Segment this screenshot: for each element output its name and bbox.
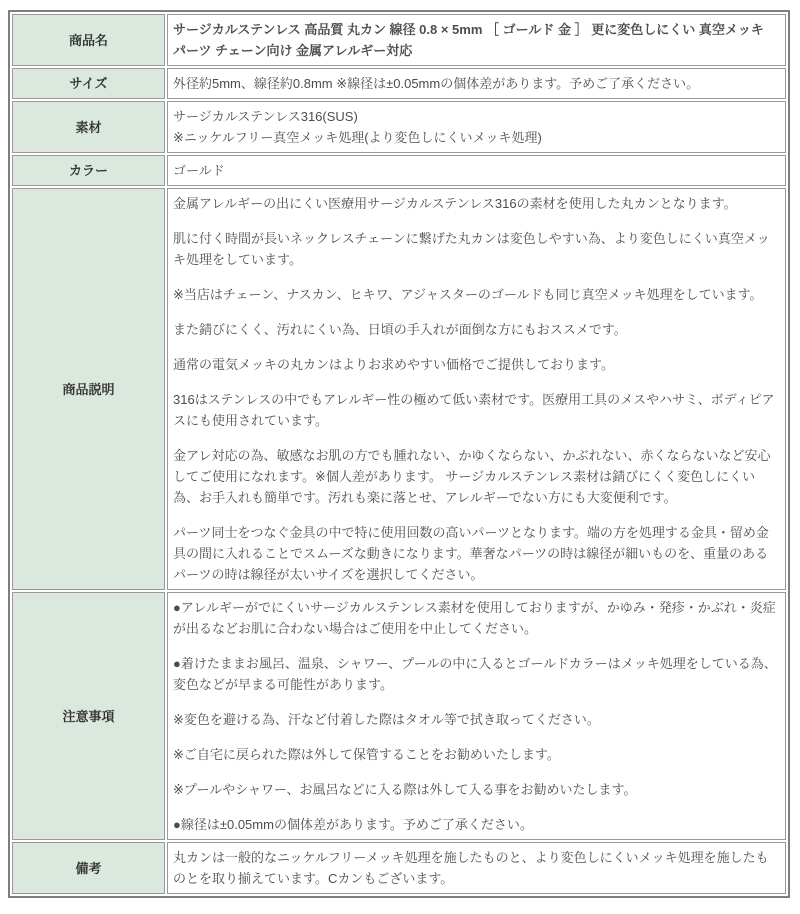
paragraph: パーツ同士をつなぐ金具の中で特に使用回数の高いパーツとなります。端の方を処理する金具・留め金具の間に入れることでスムーズな動きになります。華奢なパーツの時は線径が細いものを、重量のあるパーツの時は線径が太いサイズを選択してください。 [173, 525, 769, 582]
row-content-cell [167, 155, 786, 186]
row-label-cell: 商品説明 [12, 188, 165, 590]
paragraph: サージカルステンレス316(SUS) ※ニッケルフリー真空メッキ処理(より変色しにくいメッキ処理) [173, 109, 542, 145]
paragraph: ゴールド [173, 163, 225, 178]
paragraph: 316はステンレスの中でもアレルギー性の極めて低い素材です。医療用工具のメスやハサミ、ボディピアスにも使用されています。 [173, 392, 775, 428]
paragraph: サージカルステンレス 高品質 丸カン 線径 0.8 × 5mm ［ ゴールド 金 ］ 更に変色しにくい 真空メッキ パーツ チェーン向け 金属アレルギー対応 [173, 22, 764, 58]
paragraph: ※当店はチェーン、ナスカン、ヒキワ、アジャスターのゴールドも同じ真空メッキ処理をしています。 [173, 287, 763, 302]
row-content-cell [167, 842, 786, 894]
table-row [12, 68, 786, 99]
row-label-cell: 備考 [12, 842, 165, 894]
table-row [12, 592, 786, 840]
table-row [12, 155, 786, 186]
row-label-cell: 素材 [12, 101, 165, 153]
paragraph: ※変色を避ける為、汗など付着した際はタオル等で拭き取ってください。 [173, 712, 600, 727]
row-content-cell [167, 592, 786, 840]
row-content-cell [167, 68, 786, 99]
row-label-cell: サイズ [12, 68, 165, 99]
paragraph: 通常の電気メッキの丸カンはよりお求めやすい価格でご提供しております。 [173, 357, 614, 372]
paragraph: また錆びにくく、汚れにくい為、日頃の手入れが面倒な方にもおススメです。 [173, 322, 627, 337]
paragraph: 金アレ対応の為、敏感なお肌の方でも腫れない、かゆくならない、かぶれない、赤くならないなど安心してご使用になれます。※個人差があります。 サージカルステンレス素材は錆びにくく変色しにくい為、お手入れも簡単です。汚れも楽に落とせ、アレルギーでない方にも大変便利です。 [173, 448, 771, 505]
product-spec-table [8, 10, 790, 898]
paragraph: ●線径は±0.05mmの個体差があります。予めご了承ください。 [173, 817, 533, 832]
row-label-cell: カラー [12, 155, 165, 186]
paragraph: ※ご自宅に戻られた際は外して保管することをお勧めいたします。 [173, 747, 560, 762]
paragraph: ●アレルギーがでにくいサージカルステンレス素材を使用しておりますが、かゆみ・発疹・かぶれ・炎症が出るなどお肌に合わない場合はご使用を中止してください。 [173, 600, 776, 636]
row-label-cell: 商品名 [12, 14, 165, 66]
row-content-cell [167, 14, 786, 66]
paragraph: 肌に付く時間が長いネックレスチェーンに繋げた丸カンは変色しやすい為、より変色しにくい真空メッキ処理をしています。 [173, 231, 770, 267]
row-content-cell [167, 188, 786, 590]
paragraph: ※プールやシャワー、お風呂などに入る際は外して入る事をお勧めいたします。 [173, 782, 637, 797]
table-row [12, 188, 786, 590]
paragraph: ●着けたままお風呂、温泉、シャワー、プールの中に入るとゴールドカラーはメッキ処理をしている為、変色などが早まる可能性があります。 [173, 656, 777, 692]
row-label-cell: 注意事項 [12, 592, 165, 840]
page [0, 10, 800, 914]
paragraph: 外径約5mm、線径約0.8mm ※線径は±0.05mmの個体差があります。予めご了承ください。 [173, 76, 700, 91]
table-row [12, 14, 786, 66]
table-row [12, 842, 786, 894]
paragraph: 金属アレルギーの出にくい医療用サージカルステンレス316の素材を使用した丸カンとなります。 [173, 196, 737, 211]
paragraph: 丸カンは一般的なニッケルフリーメッキ処理を施したものと、より変色しにくいメッキ処理を施したものとを取り揃えています。Cカンもございます。 [173, 850, 769, 886]
table-row [12, 101, 786, 153]
row-content-cell [167, 101, 786, 153]
spec-table-body [12, 14, 786, 894]
